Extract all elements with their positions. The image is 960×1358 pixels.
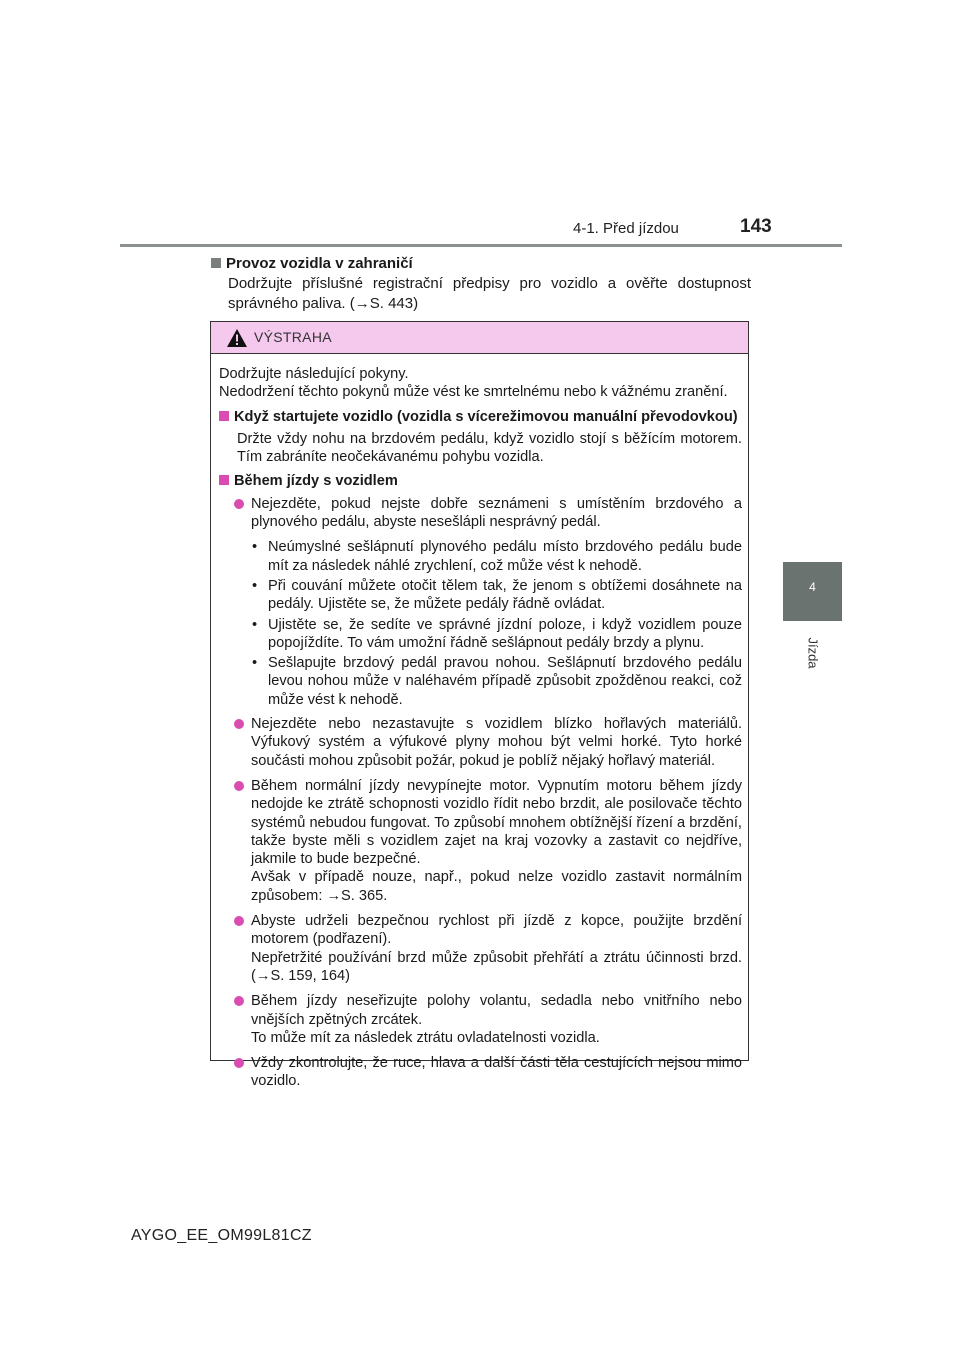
- section-title: 4-1. Před jízdou: [573, 220, 679, 237]
- circle-bullet-icon: [234, 916, 244, 926]
- list-item: • Sešlapujte brzdový pedál pravou nohou. Sešlápnutí brzdového pedálu levou nohou může v naléhavém případě způsobit zpožděnou reakci, což může vést k nehodě.: [252, 654, 742, 709]
- warning-bullet: Během jízdy neseřizujte polohy volantu, sedadla nebo vnitřního nebo vnějších zpětných zrcátek. To může mít za následek ztrátu ovladatelnosti vozidla.: [219, 992, 742, 1047]
- chapter-label: Jízda: [805, 637, 821, 669]
- chapter-tab: [783, 562, 842, 621]
- intro-heading: Provoz vozidla v zahraničí: [211, 254, 751, 274]
- warning-bullet: Vždy zkontrolujte, že ruce, hlava a další části těla cestujících nejsou mimo vozidlo.: [219, 1054, 742, 1091]
- warning-bullet: Nejezděte, pokud nejste dobře seznámeni s umístěním brzdového a plynového pedálu, abyste nesešlápli nesprávný pedál.: [219, 495, 742, 532]
- circle-bullet-icon: [234, 1058, 244, 1068]
- square-bullet-icon: [219, 475, 229, 485]
- warning-intro-line: Nedodržení těchto pokynů může vést ke smrtelnému nebo k vážnému zranění.: [219, 384, 728, 401]
- list-item: • Ujistěte se, že sedíte ve správné jízdní poloze, i když vozidlem pouze popojíždíte. To vám umožní řádně sešlápnout pedály brzdy a plynu.: [252, 616, 742, 653]
- warning-intro-line: Dodržujte následující pokyny.: [219, 366, 409, 382]
- square-bullet-icon: [211, 258, 221, 268]
- warning-bullet: Nejezděte nebo nezastavujte s vozidlem blízko hořlavých materiálů. Výfukový systém a výfukové plyny mohou být velmi horké. Tyto horké součásti mohou způsobit požár, pokud je poblíž nějaký hořlavý materiál.: [219, 715, 742, 770]
- warning-subheading: Když startujete vozidlo (vozidla s vícerežimovou manuální převodovkou): [219, 408, 742, 426]
- warning-triangle-icon: [226, 328, 248, 348]
- warning-bullet: Během normální jízdy nevypínejte motor. Vypnutím motoru během jízdy nedojde ke ztrátě schopnosti vozidlo řídit nebo brzdit, ale posilovače těchto systémů nebudou fungovat. To způsobí mnohem obtížnější řízení a brzdění, takže byste měli s vozidlem zajet na kraj vozovky a zastavit co nejdříve, jakmile to bude bezpečné. Avšak v případě nouze, např., pokud nelze vozidlo zastavit normálním způsobem: →S. 365.: [219, 777, 742, 905]
- warning-header: [211, 322, 748, 354]
- warning-content: [211, 354, 748, 1091]
- document-code: AYGO_EE_OM99L81CZ: [131, 1227, 312, 1244]
- circle-bullet-icon: [234, 719, 244, 729]
- list-item: • Neúmyslné sešlápnutí plynového pedálu místo brzdového pedálu bude mít za následek náhlé zrychlení, což může vést k nehodě.: [252, 538, 742, 575]
- circle-bullet-icon: [234, 499, 244, 509]
- warning-box: [210, 321, 749, 1090]
- page-number: 143: [740, 216, 772, 237]
- dash-list: [219, 538, 742, 709]
- circle-bullet-icon: [234, 781, 244, 791]
- header-divider: [120, 244, 842, 247]
- warning-subheading: Během jízdy s vozidlem: [219, 472, 742, 490]
- circle-bullet-icon: [234, 996, 244, 1006]
- chapter-number: 4: [809, 580, 816, 594]
- square-bullet-icon: [219, 411, 229, 421]
- warning-title: VÝSTRAHA: [254, 329, 332, 345]
- list-item: • Při couvání můžete otočit tělem tak, že jenom s obtížemi dosáhnete na pedály. Ujistěte se, že můžete pedály řádně ovládat.: [252, 577, 742, 614]
- intro-text: Dodržujte příslušné registrační předpisy pro vozidlo a ověřte dostupnost správného paliva. (→S. 443): [228, 275, 751, 312]
- warning-bullet: Abyste udrželi bezpečnou rychlost při jízdě z kopce, použijte brzdění motorem (podřazení). Nepřetržité používání brzd může způsobit přehřátí a ztrátu účinnosti brzd. (→S. 159, 164): [219, 912, 742, 985]
- warning-paragraph: Držte vždy nohu na brzdovém pedálu, když vozidlo stojí s běžícím motorem. Tím zabráníte neočekávanému pohybu vozidla.: [237, 430, 742, 466]
- intro-section: [211, 254, 751, 314]
